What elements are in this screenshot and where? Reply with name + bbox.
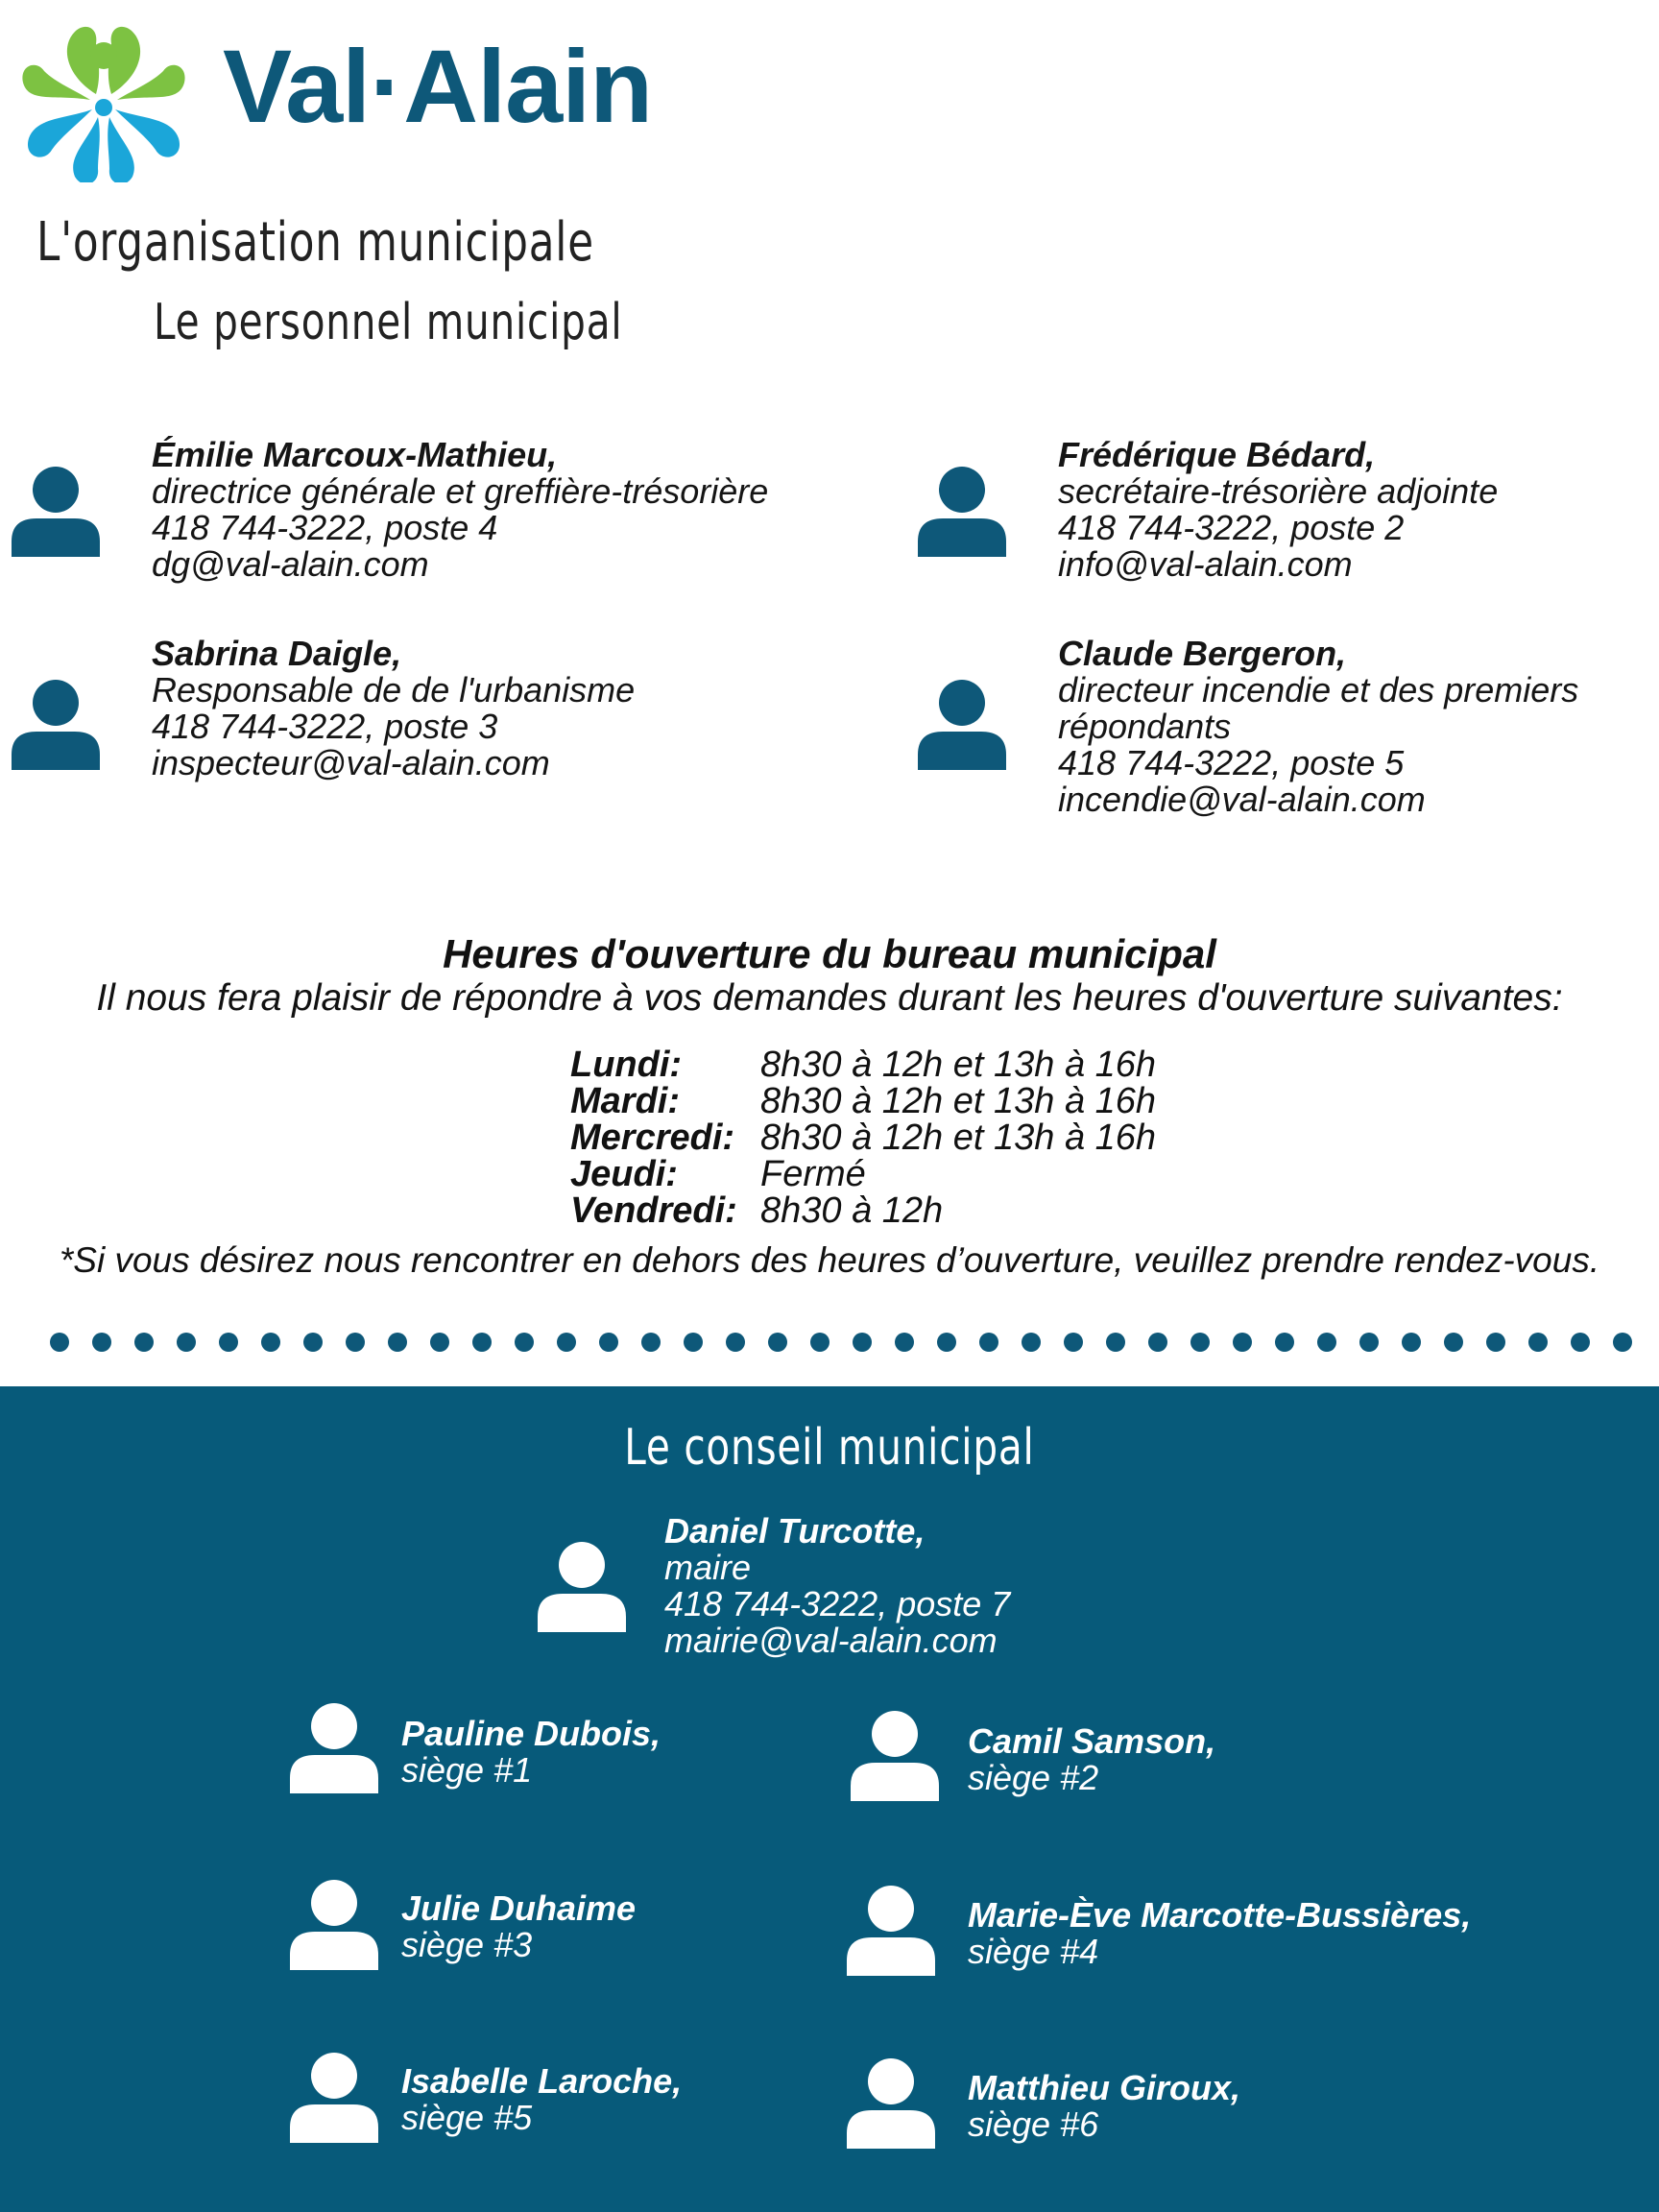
divider-dot (303, 1333, 323, 1352)
divider-dot (1190, 1333, 1210, 1352)
page-title: L'organisation municipale (36, 211, 594, 274)
hours-row (570, 1046, 1156, 1083)
council-section (0, 1386, 1659, 2212)
staff-name: Sabrina Daigle, (152, 634, 402, 673)
divider-dot (261, 1333, 280, 1352)
member-seat: siège #2 (968, 1758, 1099, 1797)
council-member (401, 1716, 661, 1789)
staff-email[interactable]: info@val-alain.com (1058, 544, 1353, 584)
staff-phone: 418 744-3222, poste 3 (152, 707, 498, 746)
person-icon (916, 465, 1008, 557)
hours-row (570, 1119, 1156, 1156)
divider-dot (388, 1333, 407, 1352)
hours-time: 8h30 à 12h et 13h à 16h (760, 1081, 1157, 1121)
council-member (401, 1890, 636, 1963)
divider-dot (557, 1333, 576, 1352)
hours-day: Jeudi: (570, 1154, 678, 1194)
person-icon (10, 465, 102, 557)
hours-day: Lundi: (570, 1045, 683, 1085)
council-member (401, 2063, 682, 2136)
divider-dot (219, 1333, 238, 1352)
hours-time: 8h30 à 12h (760, 1190, 944, 1231)
hours-row (570, 1156, 1156, 1192)
hours-row (570, 1083, 1156, 1119)
staff-email[interactable]: dg@val-alain.com (152, 544, 429, 584)
council-title (0, 1419, 1659, 1477)
member-seat: siège #3 (401, 1925, 533, 1964)
mayor-phone: 418 744-3222, poste 7 (664, 1584, 1011, 1623)
member-name: Camil Samson, (968, 1721, 1216, 1761)
divider-dot (430, 1333, 449, 1352)
staff-name: Émilie Marcoux-Mathieu, (152, 435, 558, 474)
divider-dot (1571, 1333, 1590, 1352)
member-seat: siège #1 (401, 1750, 533, 1790)
council-title-text: Le conseil municipal (624, 1419, 1035, 1477)
member-seat: siège #6 (968, 2104, 1099, 2144)
person-icon (849, 1709, 941, 1801)
staff-card (1058, 636, 1578, 818)
divider-dot (50, 1333, 69, 1352)
person-icon (288, 1878, 380, 1970)
hours-row (570, 1192, 1156, 1229)
member-name: Matthieu Giroux, (968, 2068, 1241, 2107)
member-name: Marie-Ève Marcotte-Bussières, (968, 1895, 1472, 1935)
divider-dot (515, 1333, 534, 1352)
staff-role: directrice générale et greffière-trésorière (152, 471, 769, 511)
divider-dot (1106, 1333, 1125, 1352)
staff-role: secrétaire-trésorière adjointe (1058, 471, 1499, 511)
council-member (968, 1723, 1215, 1796)
divider-dot (726, 1333, 745, 1352)
council-member (968, 2070, 1240, 2143)
mayor-name: Daniel Turcotte, (664, 1511, 926, 1551)
divider-dot (1148, 1333, 1167, 1352)
person-icon (845, 1884, 937, 1976)
hours-title: Heures d'ouverture du bureau municipal (443, 931, 1216, 976)
val-alain-logo (17, 17, 190, 182)
divider-dot (895, 1333, 914, 1352)
hours-time: 8h30 à 12h et 13h à 16h (760, 1118, 1157, 1158)
staff-email[interactable]: incendie@val-alain.com (1058, 780, 1426, 819)
mayor-card (664, 1513, 1010, 1659)
divider-dot (853, 1333, 872, 1352)
staff-card (152, 636, 635, 781)
divider-dot (599, 1333, 618, 1352)
person-icon (536, 1540, 628, 1632)
member-name: Isabelle Laroche, (401, 2061, 683, 2101)
hours-day: Mardi: (570, 1081, 680, 1121)
staff-name: Frédérique Bédard, (1058, 435, 1376, 474)
staff-role: directeur incendie et des premiers (1058, 670, 1579, 709)
hours-time: Fermé (760, 1154, 866, 1194)
divider-dot (641, 1333, 661, 1352)
divider-dot (92, 1333, 111, 1352)
person-icon (288, 2051, 380, 2143)
divider-dot (1528, 1333, 1548, 1352)
divider-dot (1359, 1333, 1379, 1352)
mayor-role: maire (664, 1548, 752, 1587)
member-name: Julie Duhaime (401, 1888, 637, 1928)
divider-dot (1233, 1333, 1252, 1352)
divider-dot (346, 1333, 365, 1352)
divider-dot (979, 1333, 998, 1352)
person-icon (288, 1701, 380, 1793)
divider-dot (1444, 1333, 1463, 1352)
divider-dot (1022, 1333, 1041, 1352)
divider-dot (810, 1333, 830, 1352)
staff-phone: 418 744-3222, poste 4 (152, 508, 498, 547)
divider-dot (472, 1333, 492, 1352)
dotted-divider (48, 1331, 1642, 1354)
hours-subtitle: Il nous fera plaisir de répondre à vos demandes durant les heures d'ouverture suivantes: (96, 977, 1563, 1019)
page-subtitle: Le personnel municipal (154, 294, 623, 351)
staff-phone: 418 744-3222, poste 2 (1058, 508, 1405, 547)
divider-dot (1317, 1333, 1336, 1352)
divider-dot (684, 1333, 703, 1352)
divider-dot (1613, 1333, 1632, 1352)
hours-table (570, 1046, 1156, 1229)
divider-dot (1486, 1333, 1505, 1352)
staff-name: Claude Bergeron, (1058, 634, 1347, 673)
hours-time: 8h30 à 12h et 13h à 16h (760, 1045, 1157, 1085)
member-seat: siège #5 (401, 2098, 533, 2137)
person-icon (10, 678, 102, 770)
hours-note: *Si vous désirez nous rencontrer en dehors des heures d’ouverture, veuillez prendre rendez-vous. (59, 1240, 1600, 1280)
staff-role-cont: répondants (1058, 707, 1232, 746)
hours-day: Vendredi: (570, 1190, 737, 1231)
hours-day: Mercredi: (570, 1118, 735, 1158)
divider-dot (1064, 1333, 1083, 1352)
brand-name: Val·Alain (223, 28, 653, 144)
staff-role: Responsable de de l'urbanisme (152, 670, 636, 709)
person-icon (845, 2056, 937, 2149)
divider-dot (1402, 1333, 1421, 1352)
staff-email[interactable]: inspecteur@val-alain.com (152, 743, 550, 782)
council-member (968, 1897, 1471, 1970)
member-seat: siège #4 (968, 1932, 1099, 1971)
staff-phone: 418 744-3222, poste 5 (1058, 743, 1405, 782)
divider-dot (937, 1333, 956, 1352)
staff-card (1058, 437, 1498, 583)
mayor-email[interactable]: mairie@val-alain.com (664, 1621, 998, 1660)
divider-dot (134, 1333, 154, 1352)
member-name: Pauline Dubois, (401, 1714, 661, 1753)
person-icon (916, 678, 1008, 770)
divider-dot (768, 1333, 787, 1352)
staff-card (152, 437, 768, 583)
divider-dot (177, 1333, 196, 1352)
divider-dot (1275, 1333, 1294, 1352)
